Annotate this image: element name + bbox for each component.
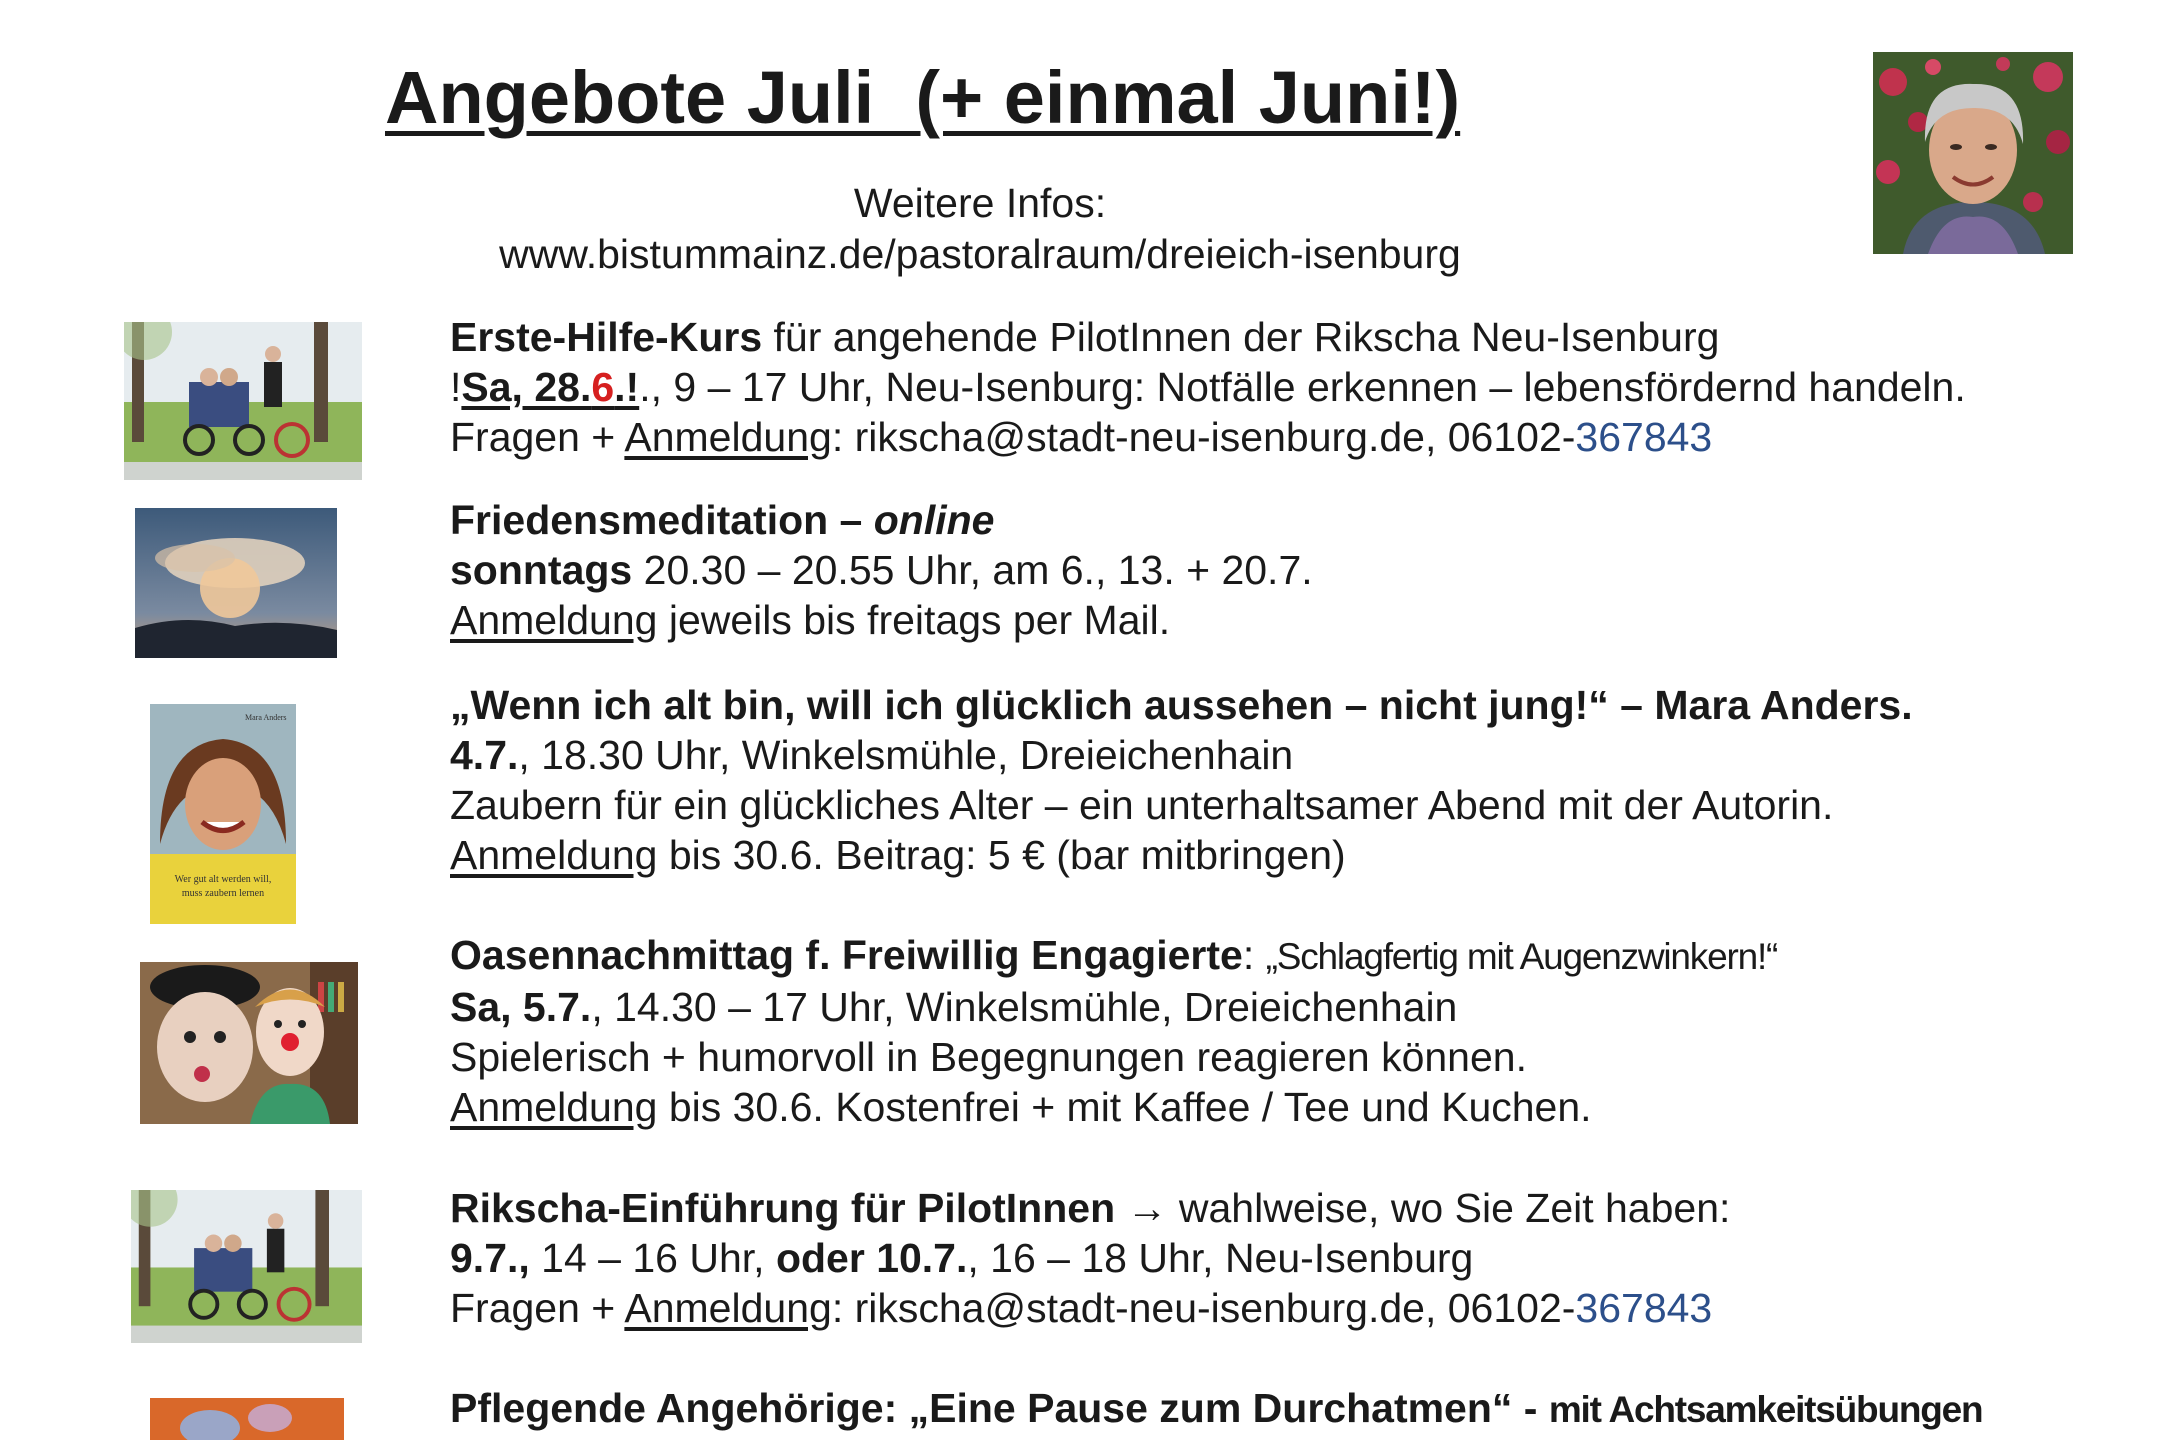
entry-title-line	[450, 680, 1913, 730]
entry-date: 4.7.	[450, 732, 519, 778]
entry-title-narrow: mit Achtsamkeitsübungen	[1548, 1389, 1983, 1430]
page-title: Angebote Juli (+ einmal Juni!)	[385, 56, 1461, 139]
entry-title: „Wenn ich alt bin, will ich glücklich aussehen – nicht jung!“ – Mara Anders.	[450, 682, 1913, 728]
clowns-photo	[140, 962, 358, 1124]
entry-date-2: oder 10.7.	[775, 1235, 968, 1281]
entry-title-line	[450, 1183, 1730, 1233]
entry-title: Pflegende Angehörige: „Eine Pause zum Durchatmen“ -	[450, 1385, 1549, 1431]
entry-details: , 16 – 18 Uhr, Neu-Isenburg	[967, 1235, 1474, 1281]
anmeldung-link[interactable]: Anmeldung	[624, 414, 832, 460]
date-part: .!	[614, 364, 640, 410]
book-cover	[150, 704, 296, 924]
entry-date-line	[450, 545, 1313, 595]
entry-date-1: 9.7.,	[450, 1235, 530, 1281]
infos-label: Weitere Infos:	[853, 180, 1107, 226]
entry-details: 20.30 – 20.55 Uhr, am 6., 13. + 20.7.	[632, 547, 1313, 593]
entry-time-1: 14 – 16 Uhr,	[529, 1235, 776, 1281]
entry-contact-line	[450, 830, 1913, 880]
contact-email: : rikscha@stadt-neu-isenburg.de, 06102-	[831, 414, 1576, 460]
entry-oasennachmittag	[450, 930, 1777, 1132]
entry-day: sonntags	[450, 547, 633, 593]
rikscha-photo-1	[124, 322, 362, 480]
entry-details: ., 9 – 17 Uhr, Neu-Isenburg: Notfälle erkennen – lebensfördernd handeln.	[639, 364, 1966, 410]
cloud-photo	[135, 508, 337, 658]
infos-url[interactable]: www.bistummainz.de/pastoralraum/dreieich-isenburg	[499, 231, 1461, 277]
pflege-photo	[150, 1398, 344, 1440]
book-title-2: muss zaubern lernen	[181, 888, 265, 899]
entry-date-line	[450, 730, 1913, 780]
entry-title-line	[450, 1383, 1982, 1435]
entry-date: Sa, 5.7.	[450, 984, 592, 1030]
date-part: Sa, 28.	[461, 364, 592, 410]
contact-email: : rikscha@stadt-neu-isenburg.de, 06102-	[831, 1285, 1576, 1331]
entry-lesung	[450, 680, 1913, 880]
infos-block	[380, 178, 1580, 280]
entry-details: , 14.30 – 17 Uhr, Winkelsmühle, Dreieichenhain	[591, 984, 1458, 1030]
entry-date-line	[450, 1233, 1730, 1283]
entry-contact-line	[450, 1082, 1777, 1132]
entry-rikscha-einfuehrung	[450, 1183, 1730, 1333]
entry-erste-hilfe	[450, 312, 1966, 462]
contact-rest: bis 30.6. Beitrag: 5 € (bar mitbringen)	[657, 832, 1346, 878]
anmeldung-link[interactable]: Anmeldung	[624, 1285, 832, 1331]
exclaim: !	[450, 364, 462, 410]
anmeldung-link[interactable]: Anmeldung	[450, 1084, 658, 1130]
entry-contact-line	[450, 595, 1313, 645]
entry-title-rest: → wahlweise, wo Sie Zeit haben:	[1115, 1185, 1731, 1231]
date-highlight: 6	[591, 364, 615, 410]
entry-title-line	[450, 930, 1777, 982]
entry-title-online: online	[873, 497, 995, 543]
entry-title-line	[450, 495, 1313, 545]
entry-description: Zaubern für ein glückliches Alter – ein unterhaltsamer Abend mit der Autorin.	[450, 782, 1834, 828]
entry-title: Erste-Hilfe-Kurs	[450, 314, 763, 360]
entry-title: Oasennachmittag f. Freiwillig Engagierte	[450, 932, 1243, 978]
entry-title: Rikscha-Einführung für PilotInnen	[450, 1185, 1116, 1231]
contact-rest: jeweils bis freitags per Mail.	[657, 597, 1171, 643]
entry-date-line	[450, 362, 1966, 412]
contact-prefix: Fragen +	[450, 1285, 625, 1331]
entry-title-line	[450, 312, 1966, 362]
book-author: Mara Anders	[245, 713, 287, 722]
entry-date-line	[450, 982, 1777, 1032]
entry-title: Friedensmeditation –	[450, 497, 874, 543]
anmeldung-link[interactable]: Anmeldung	[450, 597, 658, 643]
contact-prefix: Fragen +	[450, 414, 625, 460]
portrait-photo	[1873, 52, 2073, 254]
entry-subtitle: „Schlagfertig mit Augenzwinkern!“	[1265, 936, 1778, 977]
entry-details: , 18.30 Uhr, Winkelsmühle, Dreieichenhain	[518, 732, 1294, 778]
entry-description: Spielerisch + humorvoll in Begegnungen reagieren können.	[450, 1034, 1527, 1080]
entry-pflegende-angehoerige	[450, 1383, 1982, 1435]
phone-link[interactable]: 367843	[1575, 1285, 1713, 1331]
entry-contact-line	[450, 1283, 1730, 1333]
entry-contact-line	[450, 412, 1966, 462]
title-colon: :	[1242, 932, 1266, 978]
rikscha-photo-2	[131, 1190, 362, 1343]
entry-friedensmeditation	[450, 495, 1313, 645]
book-title-1: Wer gut alt werden will,	[174, 874, 272, 885]
anmeldung-link[interactable]: Anmeldung	[450, 832, 658, 878]
entry-title-rest: für angehende PilotInnen der Rikscha Neu-Isenburg	[762, 314, 1720, 360]
contact-rest: bis 30.6. Kostenfrei + mit Kaffee / Tee und Kuchen.	[657, 1084, 1592, 1130]
phone-link[interactable]: 367843	[1575, 414, 1713, 460]
